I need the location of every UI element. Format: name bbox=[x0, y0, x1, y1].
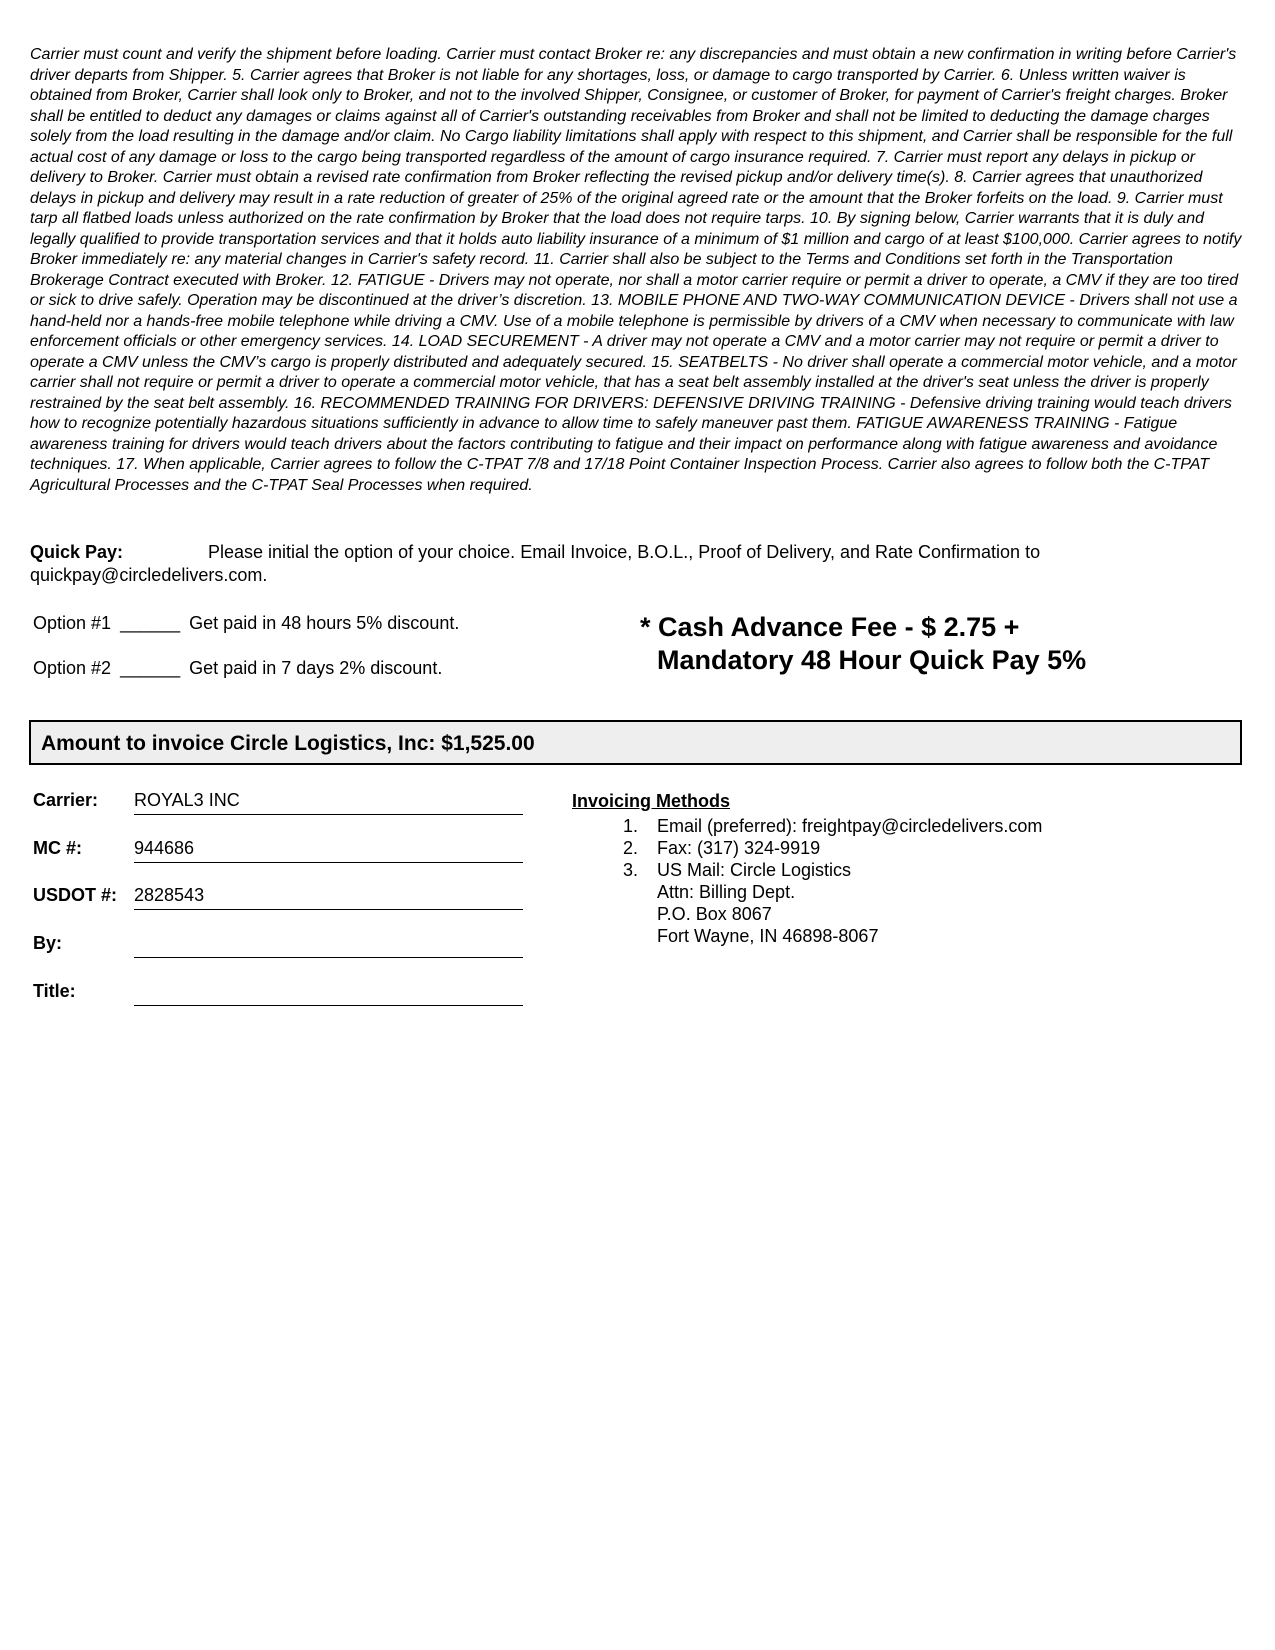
mandatory-quick-pay-line: Mandatory 48 Hour Quick Pay 5% bbox=[657, 645, 1087, 675]
invoicing-method-fax-text: Fax: (317) 324-9919 bbox=[657, 838, 821, 858]
signer-title-label: Title: bbox=[33, 981, 76, 1001]
invoicing-method-mail-text: US Mail: Circle Logistics bbox=[657, 860, 852, 880]
invoice-amount-text: Amount to invoice Circle Logistics, Inc: $1,525.00 bbox=[41, 732, 535, 755]
signer-title-underline[interactable] bbox=[134, 1005, 523, 1006]
mail-address-line: Fort Wayne, IN 46898-8067 bbox=[657, 926, 879, 946]
carrier-label: Carrier: bbox=[33, 790, 99, 810]
quick-pay-label: Quick Pay: bbox=[30, 542, 124, 562]
invoice-amount-box bbox=[29, 720, 1242, 765]
carrier-field bbox=[33, 790, 523, 820]
option-1-label: Option #1 bbox=[33, 613, 112, 633]
mc-number-value[interactable]: 944686 bbox=[134, 838, 195, 858]
quick-pay-instructions: Please initial the option of your choice. Email Invoice, B.O.L., Proof of Delivery, and Rate Confirmation to quickpay@circledelivers.com. bbox=[30, 542, 1041, 585]
invoicing-methods-list bbox=[623, 815, 1042, 947]
option-1-initial-blank[interactable]: ______ bbox=[120, 613, 181, 633]
usdot-number-value[interactable]: 2828543 bbox=[134, 885, 205, 905]
usdot-number-underline bbox=[134, 909, 523, 910]
quick-pay-option-2[interactable] bbox=[33, 657, 442, 679]
invoicing-method-mail bbox=[623, 859, 1042, 881]
mail-address-line: P.O. Box 8067 bbox=[657, 904, 772, 924]
mc-number-underline bbox=[134, 862, 523, 863]
signer-title-field bbox=[33, 981, 523, 1011]
mc-number-field bbox=[33, 838, 523, 868]
carrier-underline bbox=[134, 814, 523, 815]
mc-number-label: MC #: bbox=[33, 838, 82, 858]
option-1-description: Get paid in 48 hours 5% discount. bbox=[189, 613, 460, 633]
list-number: 1. bbox=[623, 816, 639, 836]
cash-advance-fee-line: * Cash Advance Fee - $ 2.75 + bbox=[640, 612, 1020, 642]
option-2-label: Option #2 bbox=[33, 658, 112, 678]
invoicing-methods-section bbox=[572, 790, 730, 812]
option-2-description: Get paid in 7 days 2% discount. bbox=[189, 658, 443, 678]
invoicing-method-email bbox=[623, 815, 1042, 837]
invoicing-methods-heading: Invoicing Methods bbox=[572, 791, 731, 811]
signed-by-field bbox=[33, 933, 523, 963]
carrier-value[interactable]: ROYAL3 INC bbox=[134, 790, 240, 810]
signed-by-underline[interactable] bbox=[134, 957, 523, 958]
list-number: 2. bbox=[623, 838, 639, 858]
mail-address-line: Attn: Billing Dept. bbox=[657, 882, 796, 902]
cash-advance-fee-notice bbox=[640, 611, 1086, 677]
quick-pay-option-1[interactable] bbox=[33, 612, 459, 634]
usdot-number-field bbox=[33, 885, 523, 915]
option-2-initial-blank[interactable]: ______ bbox=[120, 658, 181, 678]
usdot-number-label: USDOT #: bbox=[33, 885, 118, 905]
signed-by-label: By: bbox=[33, 933, 63, 953]
invoicing-method-fax bbox=[623, 837, 1042, 859]
list-number: 3. bbox=[623, 860, 639, 880]
terms-and-conditions-text: Carrier must count and verify the shipment before loading. Carrier must contact Broker re: any discrepancies and must obtain a new confirmation in writing before Carrier's driver departs from Shipper. 5. Carrier agrees that Broker is not liable for any shortages, loss, or damage to cargo transported by Carrier. 6. Unless written waiver is obtained from Broker, Carrier shall look only to Broker, and not to the involved Shipper, Consignee, or customer of Broker, for payment of Carrier's freight charges. Broker shall be entitled to deduct any damages or claims against all of Carrier's outstanding receivables from Broker and shall not be limited to deducting the damage charges solely from the load resulting in the damage and/or claim. No Cargo liability limitations shall apply with respect to this shipment, and Carrier shall be responsible for the full actual cost of any damage or loss to the cargo being transported regardless of the amount of cargo insurance required. 7. Carrier must report any delays in pickup or delivery to Broker. Carrier must obtain a revised rate confirmation from Broker reflecting the revised pickup and/or delivery time(s). 8. Carrier agrees that unauthorized delays in pickup and delivery may result in a rate reduction of greater of 25% of the original agreed rate or the amount that the Broker forfeits on the load. 9. Carrier must tarp all flatbed loads unless authorized on the rate confirmation by Broker that the load does not require tarps. 10. By signing below, Carrier warrants that it is duly and legally qualified to provide transportation services and that it holds auto liability insurance of a minimum of $1 million and cargo of at least $100,000. Carrier agrees to notify Broker immediately re: any material changes in Carrier's safety record. 11. Carrier shall also be subject to the Terms and Conditions set forth in the Transportation Brokerage Contract executed with Broker. 12. FATIGUE - Drivers may not operate, nor shall a motor carrier require or permit a driver to operate, a CMV if they are too tired or sick to drive safely. Operation may be discontinued at the driver’s discretion. 13. MOBILE PHONE AND TWO-WAY COMMUNICATION DEVICE - Drivers shall not use a hand-held nor a hands-free mobile telephone while driving a CMV. Use of a mobile telephone is permissible by drivers of a CMV when necessary to communicate with law enforcement officials or other emergency services. 14. LOAD SECUREMENT - A driver may not operate a CMV and a motor carrier may not require or permit a driver to operate a CMV unless the CMV’s cargo is properly distributed and adequately secured. 15. SEATBELTS - No driver shall operate a commercial motor vehicle, and a motor carrier shall not require or permit a driver to operate a commercial motor vehicle, that has a seat belt assembly installed at the driver's seat unless the driver is properly restrained by the seat belt assembly. 16. RECOMMENDED TRAINING FOR DRIVERS: DEFENSIVE DRIVING TRAINING - Defensive driving training would teach drivers how to recognize potentially hazardous situations sufficiently in advance to allow time to safely maneuver past them. FATIGUE AWARENESS TRAINING - Fatigue awareness training for drivers would teach drivers about the factors contributing to fatigue and their impact on performance along with fatigue awareness and avoidance techniques. 17. When applicable, Carrier agrees to follow the C-TPAT 7/8 and 17/18 Point Container Inspection Process. Carrier also agrees to follow both the C-TPAT Agricultural Processes and the C-TPAT Seal Processes when required. bbox=[30, 46, 1242, 494]
quick-pay-section bbox=[30, 541, 1250, 587]
invoicing-method-email-text: Email (preferred): freightpay@circledelivers.com bbox=[657, 816, 1043, 836]
